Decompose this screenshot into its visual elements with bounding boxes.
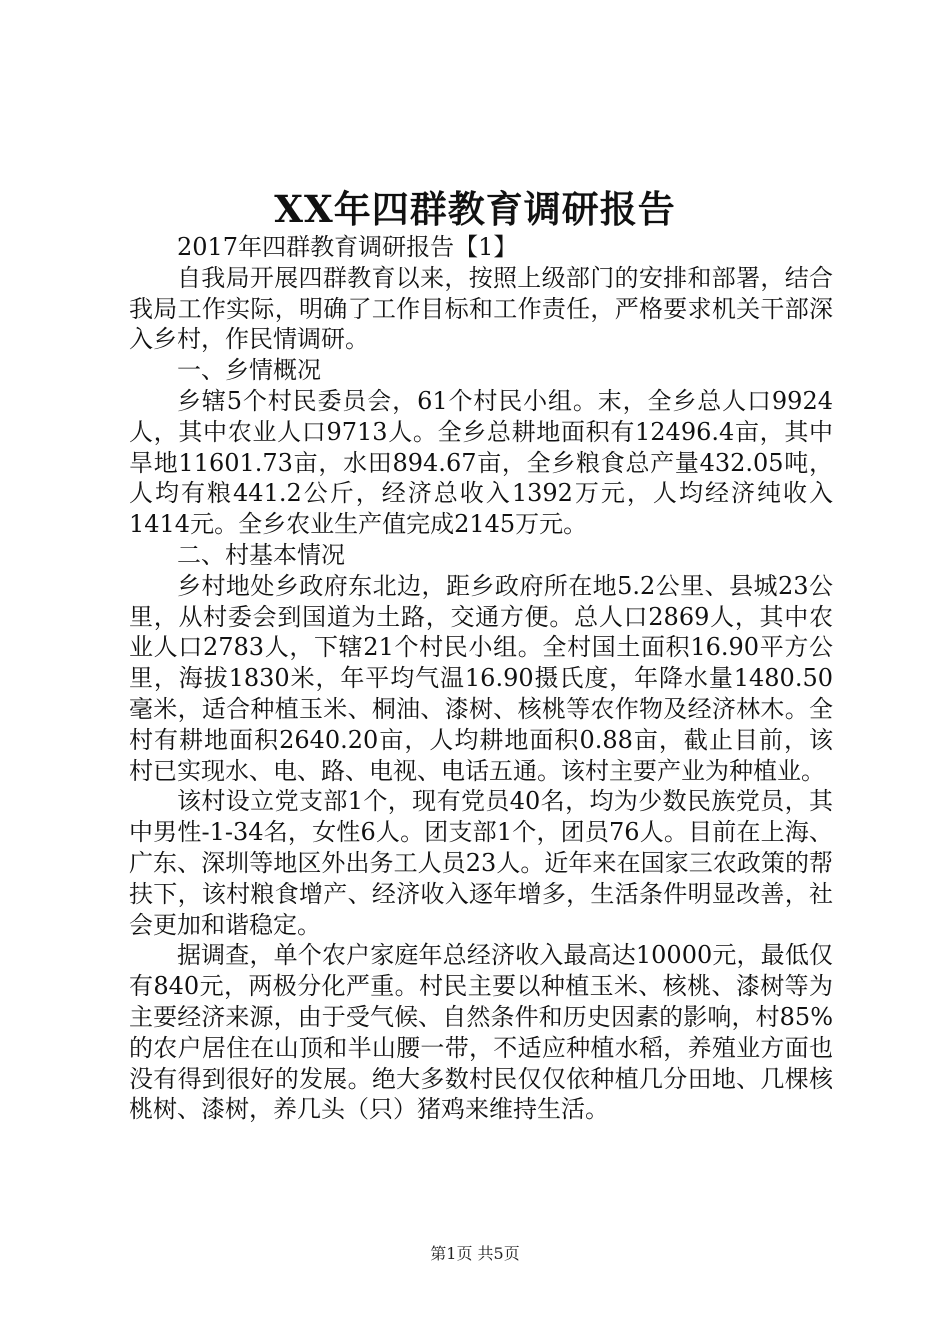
survey-paragraph: 据调查，单个农户家庭年总经济收入最高达10000元，最低仅有840元，两极分化严重。村民主要以种植玉米、核桃、漆树等为主要经济来源，由于受气候、自然条件和历史因素的影响，村85%的农户居住在山顶和半山腰一带，不适应种植水稻，养殖业方面也没有得到很好的发展。绝大多数村民仅仅依种植几分田地、几棵核桃树、漆树，养几头（只）猪鸡来维持生活。: [129, 941, 833, 1124]
page-number-footer: 第1页 共5页: [430, 1244, 520, 1263]
section-heading-village: 二、村基本情况: [177, 540, 345, 569]
township-paragraph: 乡辖5个村民委员会，61个村民小组。末，全乡总人口9924人，其中农业人口9713人。全乡总耕地面积有12496.4亩，其中旱地11601.73亩，水田894.67亩，全乡粮食总产量432.05吨，人均有粮441.2公斤，经济总收入1392万元，人均经济纯收入1414元。全乡农业生产值完成2145万元。: [129, 386, 833, 539]
party-branch-paragraph: 该村设立党支部1个，现有党员40名，均为少数民族党员，其中男性-1-34名，女性6人。团支部1个，团员76人。目前在上海、广东、深圳等地区外出务工人员23人。近年来在国家三农政策的帮扶下，该村粮食增产、经济收入逐年增多，生活条件明显改善，社会更加和谐稳定。: [129, 787, 833, 939]
village-paragraph: 乡村地处乡政府东北边，距乡政府所在地5.2公里、县城23公里，从村委会到国道为土路，交通方便。总人口2869人，其中农业人口2783人，下辖21个村民小组。全村国土面积16.90平方公里，海拔1830米，年平均气温16.90摄氏度，年降水量1480.50毫米，适合种植玉米、桐油、漆树、核桃等农作物及经济林木。全村有耕地面积2640.20亩，人均耕地面积0.88亩，截止目前，该村已实现水、电、路、电视、电话五通。该村主要产业为种植业。: [129, 571, 833, 785]
section-heading-township: 一、乡情概况: [177, 356, 321, 385]
report-subtitle: 2017年四群教育调研报告【1】: [177, 233, 518, 261]
intro-paragraph: 自我局开展四群教育以来，按照上级部门的安排和部署，结合我局工作实际，明确了工作目标和工作责任，严格要求机关干部深入乡村，作民情调研。: [129, 263, 833, 354]
document-title: XX年四群教育调研报告: [274, 187, 676, 231]
document-body: [129, 232, 833, 1125]
